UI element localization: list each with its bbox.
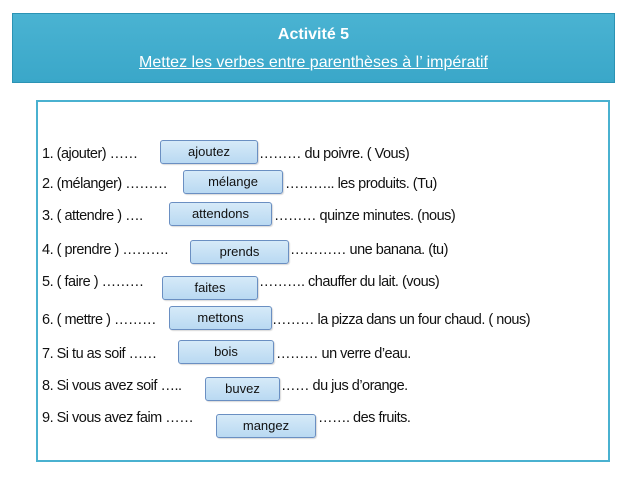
answer-box-1[interactable]: ajoutez: [160, 140, 258, 164]
exercise-prompt: 3. ( attendre ) ….: [42, 208, 143, 224]
activity-header: [12, 13, 615, 83]
exercise-line-3: [42, 204, 143, 228]
exercise-rest-3: ……… quinze minutes. (nous): [274, 208, 456, 224]
exercise-prompt: 6. ( mettre ) ………: [42, 312, 156, 328]
exercise-prompt: 1. (ajouter) ……: [42, 146, 138, 162]
exercise-line-9: [42, 406, 193, 430]
exercise-line-2: [42, 172, 167, 196]
answer-box-6[interactable]: mettons: [169, 306, 272, 330]
exercise-rest-4: ………… une banana. (tu): [290, 242, 448, 258]
exercise-line-8: [42, 374, 182, 398]
exercise-rest-9: ……. des fruits.: [318, 410, 411, 426]
answer-box-3[interactable]: attendons: [169, 202, 272, 226]
exercise-prompt: 2. (mélanger) ………: [42, 176, 168, 192]
activity-title: Activité 5: [277, 26, 350, 43]
exercise-prompt: 7. Si tu as soif ……: [42, 346, 157, 362]
exercise-line-6: [42, 308, 156, 332]
answer-box-2[interactable]: mélange: [183, 170, 283, 194]
activity-instructions: Mettez les verbes entre parenthèses à l’ impératif: [139, 54, 488, 71]
exercise-prompt: 4. ( prendre ) ……….: [42, 242, 168, 258]
exercise-rest-7: ……… un verre d’eau.: [276, 346, 411, 362]
exercise-prompt: 9. Si vous avez faim ……: [42, 410, 194, 426]
answer-box-8[interactable]: buvez: [205, 377, 280, 401]
answer-box-7[interactable]: bois: [178, 340, 274, 364]
exercise-rest-8: …… du jus d’orange.: [281, 378, 408, 394]
exercise-rest-1: ……… du poivre. ( Vous): [259, 146, 410, 162]
exercise-prompt: 8. Si vous avez soif …..: [42, 378, 182, 394]
answer-box-4[interactable]: prends: [190, 240, 289, 264]
exercise-line-7: [42, 342, 157, 366]
exercise-rest-2: ……….. les produits. (Tu): [285, 176, 437, 192]
answer-box-5[interactable]: faites: [162, 276, 258, 300]
exercise-rest-6: ……… la pizza dans un four chaud. ( nous): [272, 312, 531, 328]
exercise-rest-5: ………. chauffer du lait. (vous): [259, 274, 440, 290]
exercise-prompt: 5. ( faire ) ………: [42, 274, 144, 290]
exercise-line-5: [42, 270, 144, 294]
exercise-line-1: [42, 142, 138, 166]
answer-box-9[interactable]: mangez: [216, 414, 316, 438]
exercise-line-4: [42, 238, 168, 262]
